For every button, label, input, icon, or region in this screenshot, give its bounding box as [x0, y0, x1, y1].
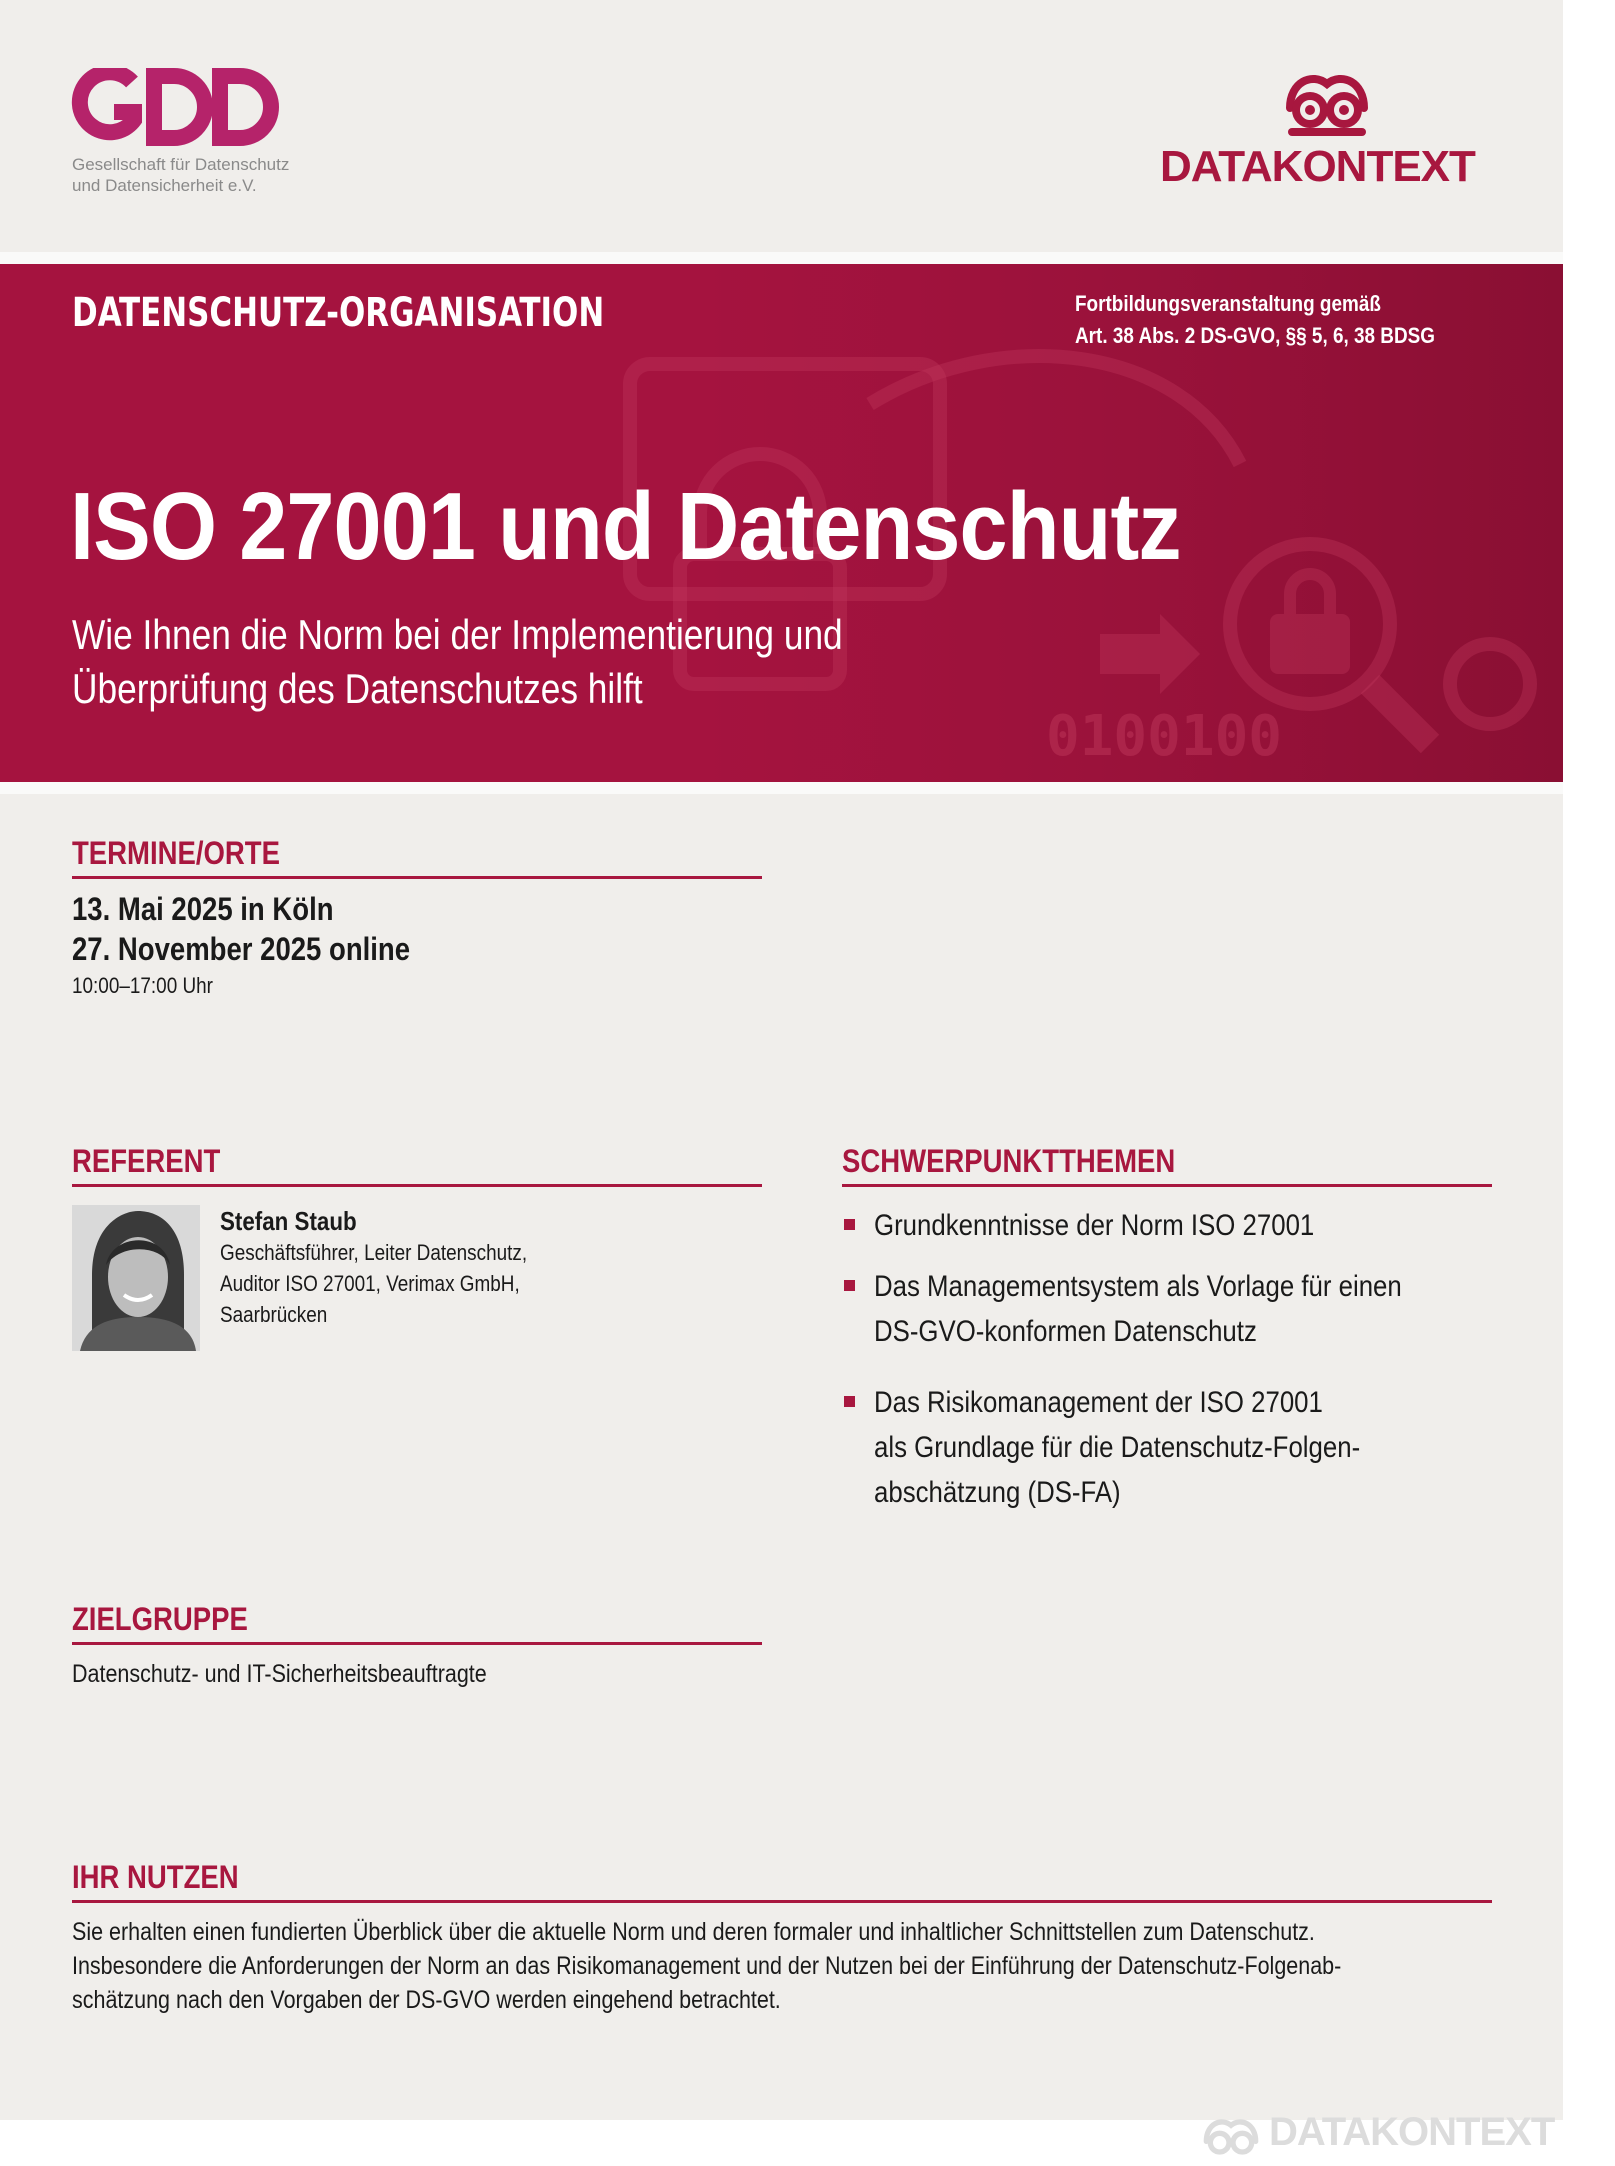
topic-line: DS-GVO-konformen Datenschutz	[874, 1315, 1257, 1348]
speaker-role-line: Geschäftsführer, Leiter Datenschutz,	[220, 1240, 528, 1265]
section-rule	[72, 1900, 1492, 1903]
section-heading: SCHWERPUNKTTHEMEN	[842, 1143, 1176, 1179]
speaker-details	[220, 1205, 527, 1330]
gdd-letters-icon	[70, 68, 280, 146]
benefit-line: Sie erhalten einen fundierten Überblick über die aktuelle Norm und deren formaler und inhaltlicher Schnittstellen zum Datenschutz.	[72, 1918, 1315, 1946]
section-rule	[72, 1184, 762, 1187]
topics-list	[842, 1203, 1492, 1515]
dates-list	[72, 889, 665, 1003]
topic-line: abschätzung (DS-FA)	[874, 1476, 1121, 1509]
datakontext-logo	[1160, 68, 1500, 191]
time-text: 10:00–17:00 Uhr	[72, 973, 213, 998]
subtitle-line: Überprüfung des Datenschutzes hilft	[72, 665, 643, 712]
section-rule	[72, 1642, 762, 1645]
hero-banner	[0, 264, 1563, 782]
divider	[0, 252, 1563, 264]
benefit-section	[72, 1858, 1492, 2017]
benefit-text	[72, 1915, 1342, 2017]
bullet-icon	[844, 1219, 855, 1230]
date-item: 13. Mai 2025 in Köln	[72, 891, 334, 927]
benefit-line: Insbesondere die Anforderungen der Norm an das Risikomanagement und der Nutzen bei der Einführung der Datenschutz-Folgenab-	[72, 1952, 1342, 1980]
section-heading: TERMINE/ORTE	[72, 835, 280, 871]
section-heading: IHR NUTZEN	[72, 1859, 239, 1895]
topic-line: Das Risikomanagement der ISO 27001	[874, 1386, 1323, 1419]
speaker-section	[72, 1142, 762, 1355]
speaker-card	[72, 1205, 762, 1355]
speaker-role-line: Saarbrücken	[220, 1302, 328, 1327]
topic-item	[842, 1380, 1492, 1515]
divider	[0, 782, 1563, 794]
date-item: 27. November 2025 online	[72, 931, 411, 967]
note-line: Art. 38 Abs. 2 DS-GVO, §§ 5, 6, 38 BDSG	[1075, 323, 1435, 348]
topic-item	[842, 1203, 1492, 1248]
bullet-icon	[844, 1280, 855, 1291]
banner-certification-note	[1075, 288, 1435, 352]
topic-item	[842, 1264, 1492, 1364]
owl-icon	[1282, 68, 1372, 138]
topic-line: Grundkenntnisse der Norm ISO 27001	[874, 1209, 1315, 1242]
speaker-role-line: Auditor ISO 27001, Verimax GmbH,	[220, 1271, 520, 1296]
section-rule	[842, 1184, 1492, 1187]
section-rule	[72, 876, 762, 879]
page-subtitle	[72, 608, 843, 716]
subtitle-line: Wie Ihnen die Norm bei der Implementierung und	[72, 611, 843, 658]
note-line: Fortbildungsveranstaltung gemäß	[1075, 291, 1381, 316]
gdd-logo	[70, 68, 390, 198]
section-heading: ZIELGRUPPE	[72, 1601, 248, 1637]
gdd-subtitle	[72, 154, 289, 196]
bullet-icon	[844, 1396, 855, 1407]
topic-line: Das Managementsystem als Vorlage für einen	[874, 1270, 1402, 1303]
target-section	[72, 1600, 762, 1691]
gdd-subtitle-line: Gesellschaft für Datenschutz	[72, 155, 290, 174]
owl-icon	[1201, 2110, 1261, 2166]
banner-binary-text: 0100100	[1046, 704, 1283, 769]
benefit-line: schätzung nach den Vorgaben der DS-GVO werden eingehend betrachtet.	[72, 1986, 781, 2014]
topics-section	[842, 1142, 1492, 1531]
dates-section	[72, 834, 762, 1003]
footer-wordmark: DATAKONTEXT	[1269, 2110, 1555, 2154]
page-title: ISO 27001 und Datenschutz	[70, 473, 1181, 580]
section-heading: REFERENT	[72, 1143, 221, 1179]
banner-category: DATENSCHUTZ-ORGANISATION	[72, 290, 605, 336]
speaker-photo	[72, 1205, 200, 1351]
gdd-subtitle-line: und Datensicherheit e.V.	[72, 176, 257, 195]
target-text: Datenschutz- und IT-Sicherheitsbeauftragte	[72, 1660, 487, 1688]
speaker-name: Stefan Staub	[220, 1206, 357, 1236]
datakontext-wordmark: DATAKONTEXT	[1160, 142, 1475, 191]
topic-line: als Grundlage für die Datenschutz-Folgen-	[874, 1431, 1361, 1464]
footer-logo	[1197, 2106, 1557, 2166]
